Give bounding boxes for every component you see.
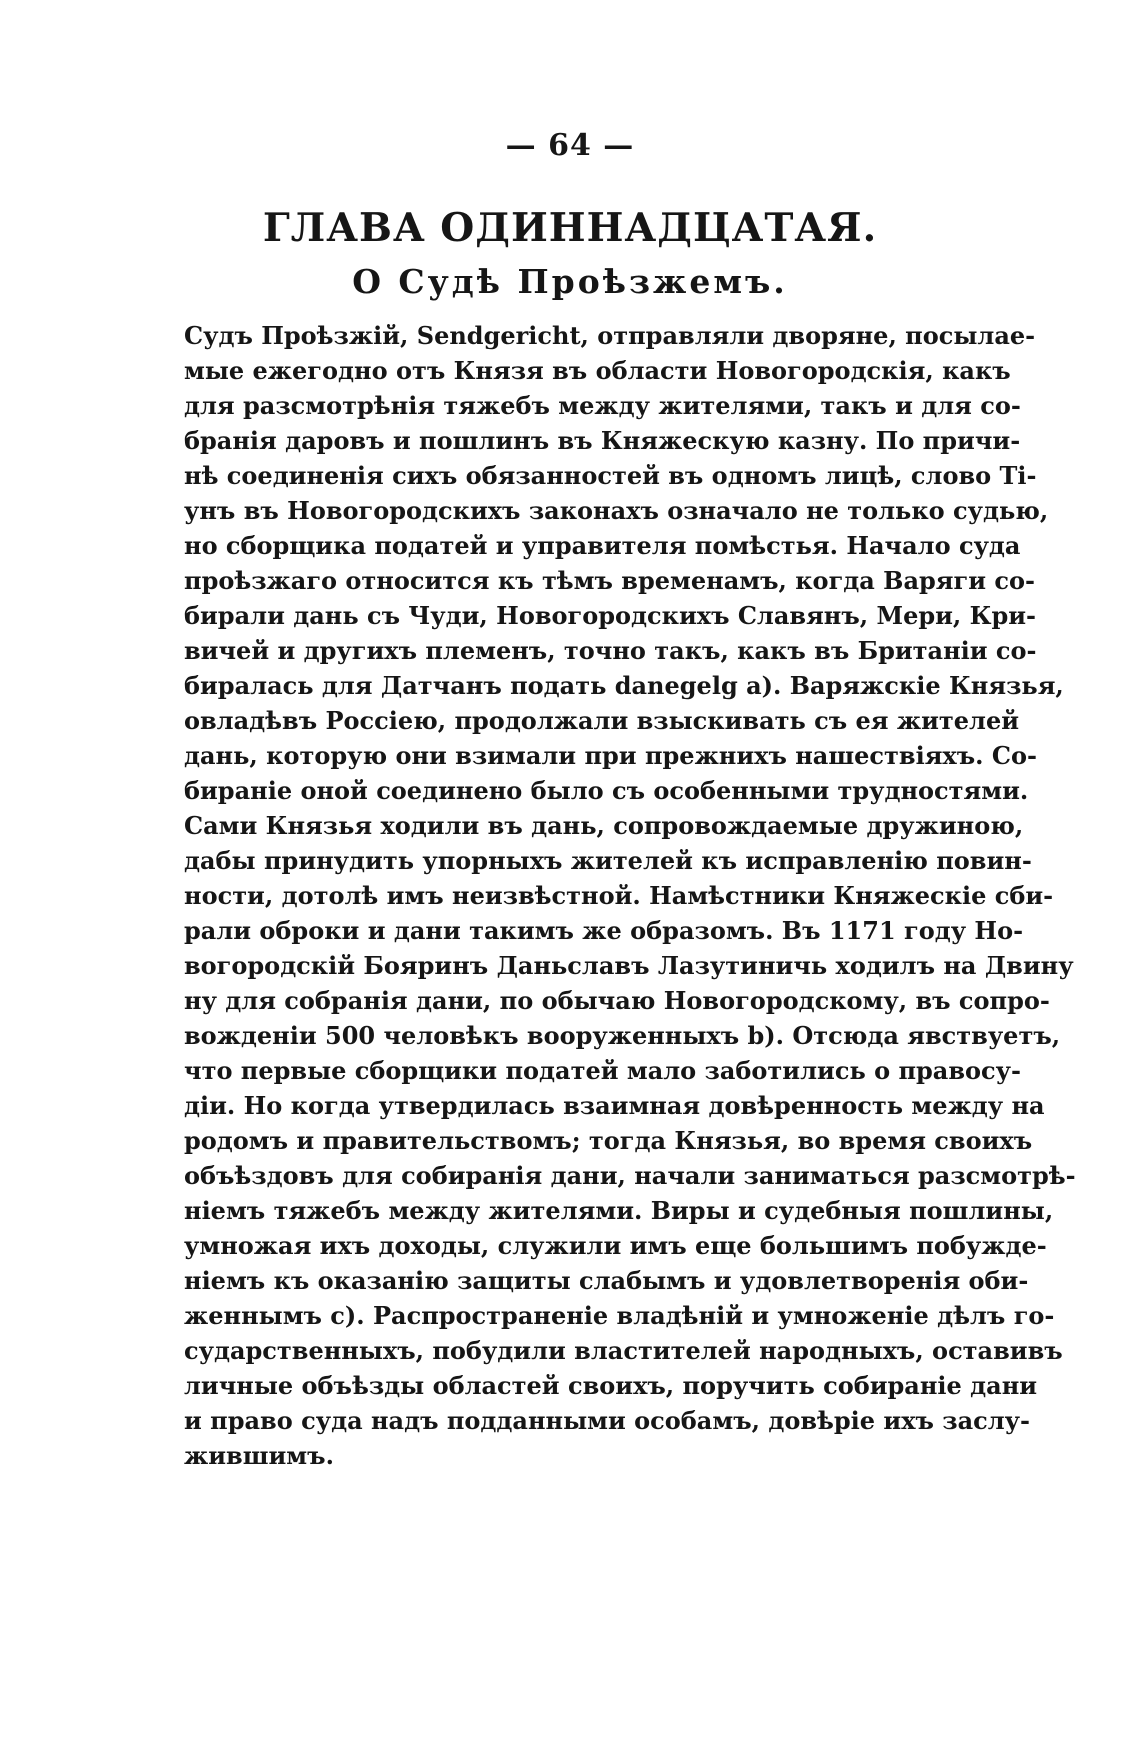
text-line: Судъ Проѣзжій, Sendgericht, отправляли дворяне, посылае- (184, 321, 1036, 350)
text-line: женнымъ c). Распространеніе владѣній и умноженіе дѣлъ го- (184, 1301, 1055, 1330)
text-line: дань, которую они взимали при прежнихъ нашествіяхъ. Со- (184, 741, 1037, 770)
text-line: сударственныхъ, побудили властителей народныхъ, оставивъ (184, 1336, 1063, 1365)
text-line: бирали дань съ Чуди, Новогородскихъ Славянъ, Мери, Кри- (184, 601, 1036, 630)
text-line: діи. Но когда утвердилась взаимная довѣренность между на (184, 1091, 1045, 1120)
text-line: для разсмотрѣнія тяжебъ между жителями, такъ и для со- (184, 391, 1021, 420)
body-text (184, 318, 1076, 1473)
text-line: ніемъ къ оказанію защиты слабымъ и удовлетворенія оби- (184, 1266, 1029, 1295)
text-line: Сами Князья ходили въ дань, сопровождаемые дружиною, (184, 811, 1024, 840)
text-line: мые ежегодно отъ Князя въ области Новогородскія, какъ (184, 356, 1011, 385)
text-line: личные объѣзды областей своихъ, поручить собираніе дани (184, 1371, 1038, 1400)
text-line: бранія даровъ и пошлинъ въ Княжескую казну. По причи- (184, 426, 1021, 455)
text-line: жившимъ. (184, 1441, 334, 1470)
text-line: биралась для Датчанъ подать danegelg a). Варяжскіе Князья, (184, 671, 1064, 700)
text-line: проѣзжаго относится къ тѣмъ временамъ, когда Варяги со- (184, 566, 1035, 595)
text-line: овладѣвъ Россіею, продолжали взыскивать съ ея жителей (184, 706, 1020, 735)
text-line: дабы принудить упорныхъ жителей къ исправленію повин- (184, 846, 1032, 875)
text-line: вогородскій Бояринъ Даньславъ Лазутиничь ходилъ на Двину (184, 951, 1074, 980)
text-line: но сборщика податей и управителя помѣстья. Начало суда (184, 531, 1021, 560)
text-line: биранiе оной соединено было съ особенными трудностями. (184, 776, 1029, 805)
text-line: вожденіи 500 человѣкъ вооруженныхъ b). Отсюда явствуетъ, (184, 1021, 1061, 1050)
text-line: родомъ и правительствомъ; тогда Князья, во время своихъ (184, 1126, 1033, 1155)
text-line: вичей и другихъ племенъ, точно такъ, какъ въ Британіи со- (184, 636, 1037, 665)
text-line: что первые сборщики податей мало заботились о правосу- (184, 1056, 1021, 1085)
text-line: объѣздовъ для собиранія дани, начали заниматься разсмотрѣ- (184, 1161, 1076, 1190)
text-line: ности, дотолѣ имъ неизвѣстной. Намѣстники Княжескіе сби- (184, 881, 1054, 910)
chapter-title: ГЛАВА ОДИННАДЦАТАЯ. (262, 205, 878, 251)
page-number: — 64 — (505, 128, 635, 163)
text-line: нѣ соединенія сихъ обязанностей въ одномъ лицѣ, слово Ті- (184, 461, 1037, 490)
text-line: и право суда надъ подданными особамъ, довѣріе ихъ заслу- (184, 1406, 1030, 1435)
chapter-subtitle: О Судѣ Проѣзжемъ. (352, 262, 788, 301)
text-line: унъ въ Новогородскихъ законахъ означало не только судью, (184, 496, 1049, 525)
text-line: умножая ихъ доходы, служили имъ еще большимъ побужде- (184, 1231, 1047, 1260)
text-line: ніемъ тяжебъ между жителями. Виры и судебныя пошлины, (184, 1196, 1054, 1225)
text-line: рали оброки и дани такимъ же образомъ. Въ 1171 году Но- (184, 916, 1024, 945)
text-line: ну для собранія дани, по обычаю Новогородскому, въ сопро- (184, 986, 1050, 1015)
